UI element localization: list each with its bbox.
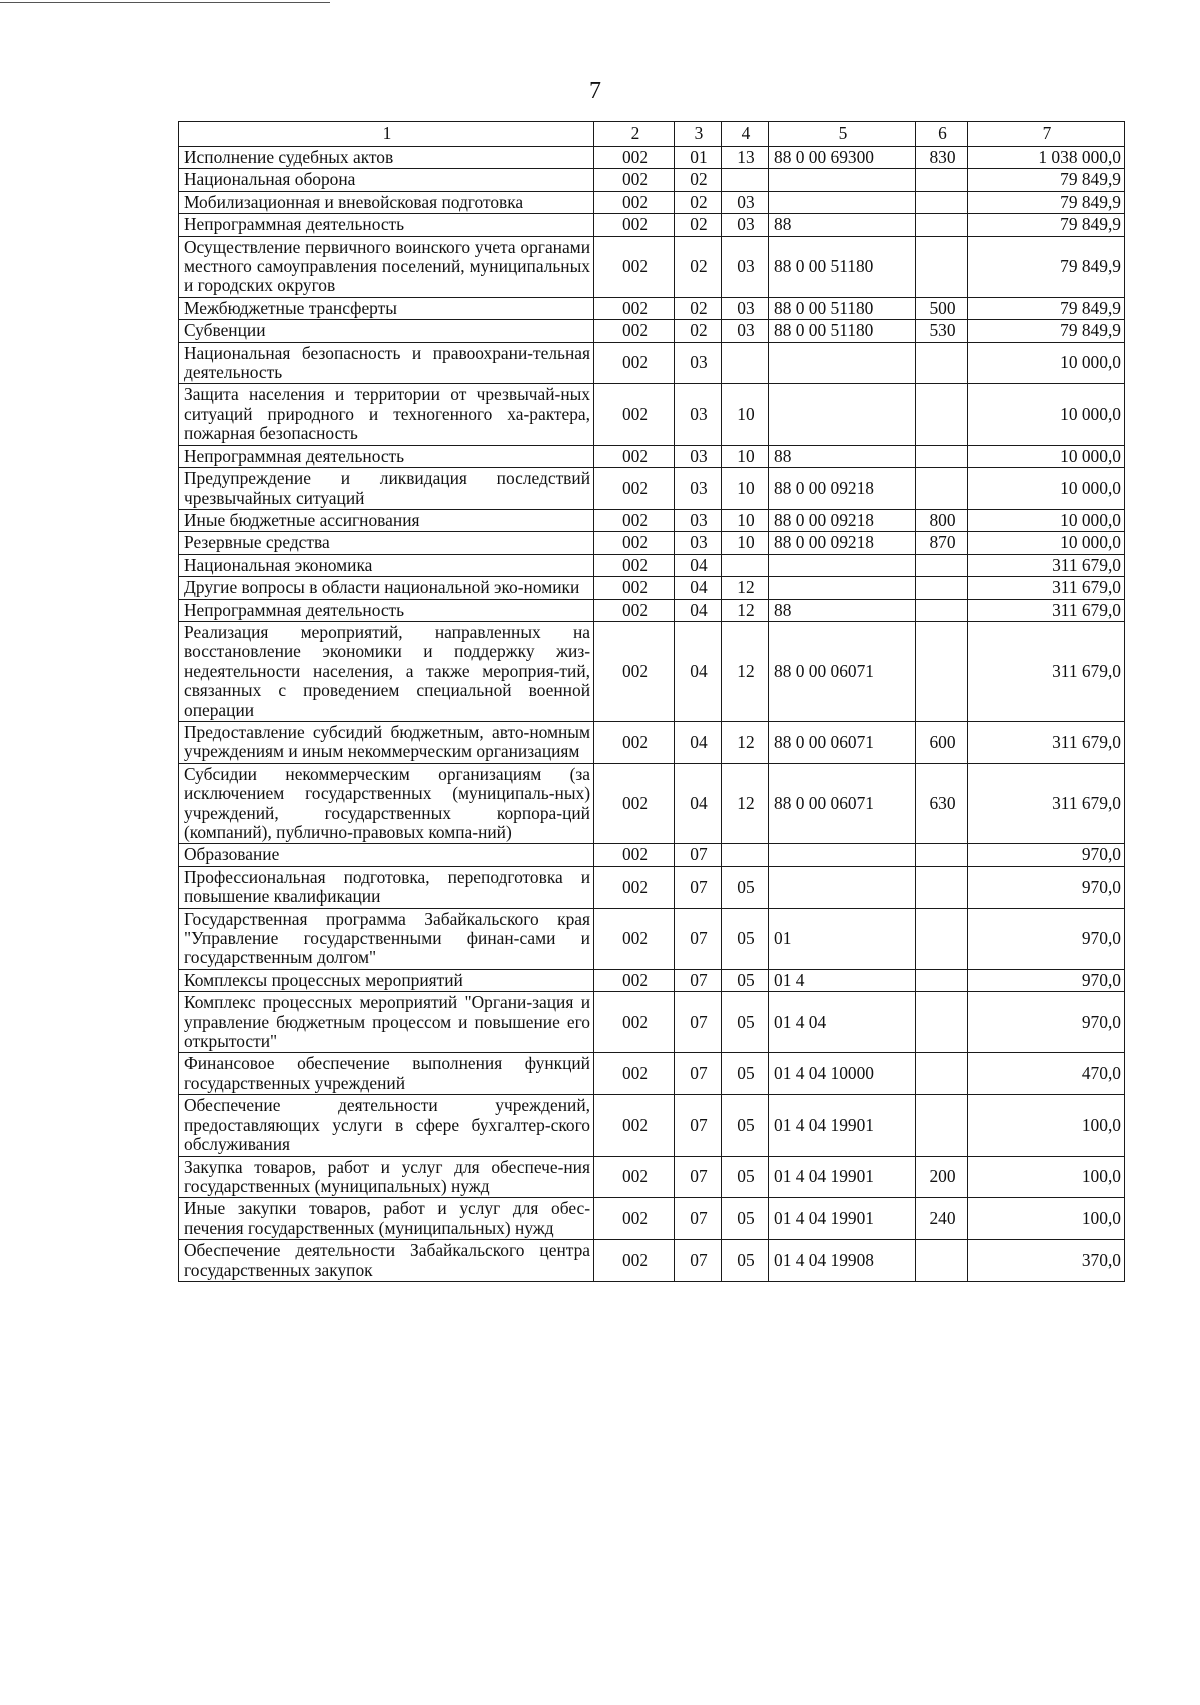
budget-table (178, 121, 1125, 1282)
target-article-code: 88 0 00 06071 (769, 621, 916, 721)
admin-code: 002 (594, 468, 675, 510)
section-code: 03 (675, 384, 722, 445)
page-number: 7 (589, 78, 601, 104)
expense-type-code (916, 1240, 968, 1282)
amount: 470,0 (968, 1053, 1125, 1095)
expense-type-code (916, 342, 968, 384)
amount: 311 679,0 (968, 599, 1125, 621)
table-row (179, 532, 1125, 554)
amount: 1 038 000,0 (968, 147, 1125, 169)
row-name: Комплексы процессных мероприятий (179, 969, 594, 991)
target-article-code: 88 0 00 51180 (769, 236, 916, 297)
expense-type-code (916, 468, 968, 510)
table-row (179, 297, 1125, 319)
subsection-code: 10 (722, 509, 769, 531)
row-name: Национальная оборона (179, 169, 594, 191)
admin-code: 002 (594, 342, 675, 384)
amount: 79 849,9 (968, 191, 1125, 213)
subsection-code: 10 (722, 468, 769, 510)
expense-type-code: 500 (916, 297, 968, 319)
section-code: 02 (675, 320, 722, 342)
amount: 79 849,9 (968, 320, 1125, 342)
target-article-code: 01 4 04 (769, 992, 916, 1053)
row-name: Предупреждение и ликвидация последствий чрезвычайных ситуаций (179, 468, 594, 510)
row-name: Национальная экономика (179, 554, 594, 576)
subsection-code: 10 (722, 532, 769, 554)
row-name: Национальная безопасность и правоохрани-тельная деятельность (179, 342, 594, 384)
row-name: Иные бюджетные ассигнования (179, 509, 594, 531)
section-code: 02 (675, 236, 722, 297)
subsection-code: 12 (722, 621, 769, 721)
target-article-code: 88 0 00 69300 (769, 147, 916, 169)
amount: 100,0 (968, 1095, 1125, 1156)
section-code: 04 (675, 554, 722, 576)
expense-type-code (916, 445, 968, 467)
expense-type-code (916, 992, 968, 1053)
subsection-code: 05 (722, 1156, 769, 1198)
admin-code: 002 (594, 236, 675, 297)
target-article-code: 01 (769, 908, 916, 969)
admin-code: 002 (594, 599, 675, 621)
target-article-code: 88 0 00 09218 (769, 509, 916, 531)
expense-type-code: 530 (916, 320, 968, 342)
admin-code: 002 (594, 509, 675, 531)
table-row (179, 866, 1125, 908)
subsection-code: 05 (722, 1053, 769, 1095)
row-name: Защита населения и территории от чрезвычай-ных ситуаций природного и техногенного ха-рактера, пожарная безопасность (179, 384, 594, 445)
admin-code: 002 (594, 214, 675, 236)
section-code: 07 (675, 908, 722, 969)
subsection-code: 03 (722, 214, 769, 236)
expense-type-code: 800 (916, 509, 968, 531)
table-row (179, 721, 1125, 763)
target-article-code: 01 4 04 19901 (769, 1156, 916, 1198)
section-code: 02 (675, 214, 722, 236)
subsection-code: 12 (722, 763, 769, 844)
row-name: Субсидии некоммерческим организациям (за исключением государственных (муниципаль-ных) учреждений, государственных корпора-ций (компаний), публично-правовых компа-ний) (179, 763, 594, 844)
amount: 311 679,0 (968, 621, 1125, 721)
row-name: Государственная программа Забайкальского края "Управление государственными финан-сами и государственным долгом" (179, 908, 594, 969)
row-name: Осуществление первичного воинского учета органами местного самоуправления поселений, муниципальных и городских округов (179, 236, 594, 297)
target-article-code (769, 384, 916, 445)
table-row (179, 1095, 1125, 1156)
target-article-code: 88 0 00 06071 (769, 721, 916, 763)
amount: 100,0 (968, 1156, 1125, 1198)
target-article-code (769, 866, 916, 908)
target-article-code: 88 0 00 51180 (769, 297, 916, 319)
table-row (179, 384, 1125, 445)
row-name: Непрограммная деятельность (179, 599, 594, 621)
row-name: Профессиональная подготовка, переподготовка и повышение квалификации (179, 866, 594, 908)
amount: 79 849,9 (968, 297, 1125, 319)
amount: 970,0 (968, 844, 1125, 866)
admin-code: 002 (594, 445, 675, 467)
admin-code: 002 (594, 147, 675, 169)
expense-type-code (916, 908, 968, 969)
subsection-code: 10 (722, 384, 769, 445)
expense-type-code (916, 384, 968, 445)
column-header: 2 (594, 122, 675, 147)
target-article-code: 01 4 04 19908 (769, 1240, 916, 1282)
target-article-code: 01 4 (769, 969, 916, 991)
table-row (179, 191, 1125, 213)
subsection-code: 05 (722, 1240, 769, 1282)
expense-type-code (916, 577, 968, 599)
target-article-code: 88 0 00 09218 (769, 468, 916, 510)
subsection-code (722, 342, 769, 384)
section-code: 07 (675, 969, 722, 991)
admin-code: 002 (594, 297, 675, 319)
target-article-code (769, 554, 916, 576)
table-row (179, 445, 1125, 467)
admin-code: 002 (594, 1053, 675, 1095)
subsection-code: 03 (722, 297, 769, 319)
admin-code: 002 (594, 763, 675, 844)
target-article-code: 01 4 04 19901 (769, 1095, 916, 1156)
admin-code: 002 (594, 532, 675, 554)
expense-type-code: 200 (916, 1156, 968, 1198)
admin-code: 002 (594, 1240, 675, 1282)
subsection-code: 05 (722, 969, 769, 991)
table-row (179, 214, 1125, 236)
amount: 10 000,0 (968, 468, 1125, 510)
section-code: 04 (675, 621, 722, 721)
subsection-code: 05 (722, 866, 769, 908)
subsection-code: 13 (722, 147, 769, 169)
table-row (179, 169, 1125, 191)
table-row (179, 147, 1125, 169)
amount: 311 679,0 (968, 554, 1125, 576)
section-code: 07 (675, 1240, 722, 1282)
amount: 970,0 (968, 969, 1125, 991)
amount: 10 000,0 (968, 342, 1125, 384)
admin-code: 002 (594, 169, 675, 191)
amount: 311 679,0 (968, 721, 1125, 763)
expense-type-code (916, 1095, 968, 1156)
row-name: Непрограммная деятельность (179, 445, 594, 467)
expense-type-code (916, 969, 968, 991)
target-article-code (769, 577, 916, 599)
table-row (179, 969, 1125, 991)
amount: 10 000,0 (968, 445, 1125, 467)
section-code: 04 (675, 763, 722, 844)
section-code: 03 (675, 445, 722, 467)
subsection-code: 12 (722, 721, 769, 763)
subsection-code: 03 (722, 320, 769, 342)
section-code: 07 (675, 1156, 722, 1198)
table-row (179, 1240, 1125, 1282)
target-article-code (769, 191, 916, 213)
amount: 10 000,0 (968, 384, 1125, 445)
row-name: Обеспечение деятельности Забайкальского центра государственных закупок (179, 1240, 594, 1282)
table-row (179, 844, 1125, 866)
section-code: 04 (675, 599, 722, 621)
scan-edge-line (0, 2, 330, 4)
target-article-code (769, 844, 916, 866)
expense-type-code (916, 866, 968, 908)
table-row (179, 236, 1125, 297)
admin-code: 002 (594, 1198, 675, 1240)
admin-code: 002 (594, 721, 675, 763)
subsection-code (722, 169, 769, 191)
subsection-code: 03 (722, 191, 769, 213)
admin-code: 002 (594, 577, 675, 599)
row-name: Субвенции (179, 320, 594, 342)
section-code: 01 (675, 147, 722, 169)
table-row (179, 1156, 1125, 1198)
row-name: Мобилизационная и вневойсковая подготовка (179, 191, 594, 213)
table-body (179, 122, 1125, 1282)
amount: 79 849,9 (968, 169, 1125, 191)
row-name: Образование (179, 844, 594, 866)
amount: 10 000,0 (968, 509, 1125, 531)
target-article-code: 88 0 00 51180 (769, 320, 916, 342)
column-header: 1 (179, 122, 594, 147)
expense-type-code (916, 236, 968, 297)
subsection-code: 05 (722, 1198, 769, 1240)
expense-type-code (916, 621, 968, 721)
subsection-code (722, 554, 769, 576)
subsection-code: 12 (722, 577, 769, 599)
expense-type-code: 240 (916, 1198, 968, 1240)
row-name: Реализация мероприятий, направленных на восстановление экономики и поддержку жиз-недеятельности населения, а также мероприя-тий, связанных с проведением специальной военной операции (179, 621, 594, 721)
subsection-code: 03 (722, 236, 769, 297)
expense-type-code (916, 844, 968, 866)
table-row (179, 468, 1125, 510)
row-name: Непрограммная деятельность (179, 214, 594, 236)
target-article-code (769, 169, 916, 191)
target-article-code: 88 0 00 06071 (769, 763, 916, 844)
section-code: 04 (675, 721, 722, 763)
table-row (179, 908, 1125, 969)
table-row (179, 763, 1125, 844)
amount: 970,0 (968, 866, 1125, 908)
section-code: 07 (675, 992, 722, 1053)
amount: 79 849,9 (968, 236, 1125, 297)
target-article-code: 88 (769, 214, 916, 236)
section-code: 02 (675, 169, 722, 191)
section-code: 07 (675, 844, 722, 866)
section-code: 03 (675, 532, 722, 554)
table-row (179, 320, 1125, 342)
table-row (179, 342, 1125, 384)
subsection-code: 05 (722, 992, 769, 1053)
target-article-code: 88 (769, 445, 916, 467)
subsection-code (722, 844, 769, 866)
row-name: Исполнение судебных актов (179, 147, 594, 169)
target-article-code: 88 (769, 599, 916, 621)
amount: 79 849,9 (968, 214, 1125, 236)
amount: 970,0 (968, 992, 1125, 1053)
admin-code: 002 (594, 866, 675, 908)
table-row (179, 577, 1125, 599)
row-name: Межбюджетные трансферты (179, 297, 594, 319)
table-row (179, 992, 1125, 1053)
table-row (179, 509, 1125, 531)
subsection-code: 05 (722, 1095, 769, 1156)
expense-type-code: 870 (916, 532, 968, 554)
admin-code: 002 (594, 1095, 675, 1156)
section-code: 04 (675, 577, 722, 599)
subsection-code: 05 (722, 908, 769, 969)
table-row (179, 1198, 1125, 1240)
target-article-code: 88 0 00 09218 (769, 532, 916, 554)
admin-code: 002 (594, 191, 675, 213)
table-row (179, 554, 1125, 576)
admin-code: 002 (594, 554, 675, 576)
admin-code: 002 (594, 908, 675, 969)
section-code: 07 (675, 866, 722, 908)
section-code: 03 (675, 342, 722, 384)
target-article-code: 01 4 04 10000 (769, 1053, 916, 1095)
table-header-row (179, 122, 1125, 147)
target-article-code: 01 4 04 19901 (769, 1198, 916, 1240)
expense-type-code (916, 1053, 968, 1095)
amount: 311 679,0 (968, 577, 1125, 599)
expense-type-code: 830 (916, 147, 968, 169)
amount: 970,0 (968, 908, 1125, 969)
section-code: 07 (675, 1198, 722, 1240)
column-header: 7 (968, 122, 1125, 147)
expense-type-code: 600 (916, 721, 968, 763)
row-name: Комплекс процессных мероприятий "Органи-зация и управление бюджетным процессом и повышение его открытости" (179, 992, 594, 1053)
expense-type-code (916, 169, 968, 191)
admin-code: 002 (594, 844, 675, 866)
row-name: Иные закупки товаров, работ и услуг для обес-печения государственных (муниципальных) нужд (179, 1198, 594, 1240)
admin-code: 002 (594, 384, 675, 445)
admin-code: 002 (594, 1156, 675, 1198)
admin-code: 002 (594, 621, 675, 721)
column-header: 5 (769, 122, 916, 147)
expense-type-code (916, 191, 968, 213)
expense-type-code (916, 214, 968, 236)
admin-code: 002 (594, 969, 675, 991)
row-name: Предоставление субсидий бюджетным, авто-номным учреждениям и иным некоммерческим организациям (179, 721, 594, 763)
row-name: Финансовое обеспечение выполнения функций государственных учреждений (179, 1053, 594, 1095)
table-row (179, 621, 1125, 721)
row-name: Другие вопросы в области национальной эко-номики (179, 577, 594, 599)
section-code: 03 (675, 509, 722, 531)
section-code: 02 (675, 297, 722, 319)
admin-code: 002 (594, 320, 675, 342)
table-row (179, 1053, 1125, 1095)
column-header: 3 (675, 122, 722, 147)
section-code: 03 (675, 468, 722, 510)
row-name: Обеспечение деятельности учреждений, предоставляющих услуги в сфере бухгалтер-ского обслуживания (179, 1095, 594, 1156)
target-article-code (769, 342, 916, 384)
subsection-code: 10 (722, 445, 769, 467)
section-code: 07 (675, 1095, 722, 1156)
amount: 370,0 (968, 1240, 1125, 1282)
column-header: 4 (722, 122, 769, 147)
table-row (179, 599, 1125, 621)
admin-code: 002 (594, 992, 675, 1053)
row-name: Резервные средства (179, 532, 594, 554)
section-code: 02 (675, 191, 722, 213)
amount: 100,0 (968, 1198, 1125, 1240)
amount: 10 000,0 (968, 532, 1125, 554)
column-header: 6 (916, 122, 968, 147)
expense-type-code (916, 599, 968, 621)
subsection-code: 12 (722, 599, 769, 621)
expense-type-code: 630 (916, 763, 968, 844)
expense-type-code (916, 554, 968, 576)
amount: 311 679,0 (968, 763, 1125, 844)
section-code: 07 (675, 1053, 722, 1095)
row-name: Закупка товаров, работ и услуг для обеспече-ния государственных (муниципальных) нужд (179, 1156, 594, 1198)
